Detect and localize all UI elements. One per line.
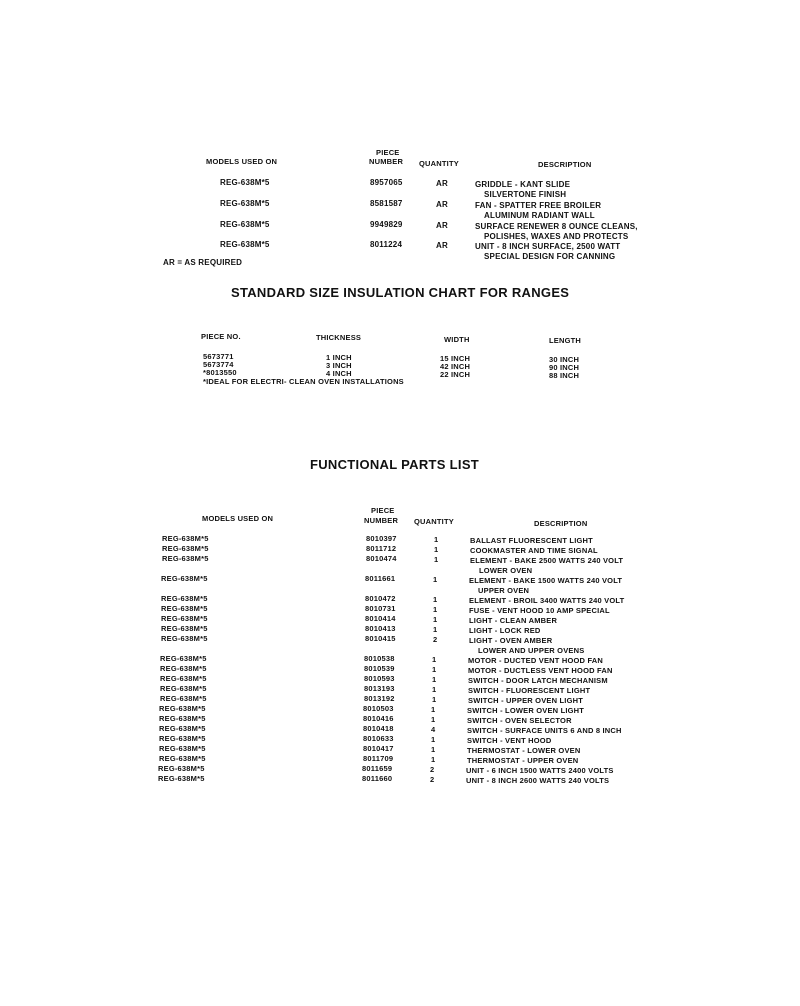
- fn-model-cell: REG-638M*5: [160, 674, 207, 683]
- ins-length-cell: 88 INCH: [549, 371, 580, 380]
- acc-qty-cell: AR: [436, 179, 448, 188]
- ins-thickness-cell: 4 INCH: [326, 369, 352, 378]
- acc-desc-line: ALUMINUM RADIANT WALL: [484, 211, 595, 220]
- fn-qty-cell: 1: [431, 735, 436, 744]
- fn-qty-cell: 1: [434, 535, 439, 544]
- acc-header-quantity: QUANTITY: [419, 159, 459, 168]
- fn-model-cell: REG-638M*5: [162, 544, 209, 553]
- fn-model-cell: REG-638M*5: [160, 654, 207, 663]
- fn-desc-line: UNIT - 8 INCH 2600 WATTS 240 VOLTS: [466, 776, 610, 785]
- fn-model-cell: REG-638M*5: [159, 714, 206, 723]
- acc-header-description: DESCRIPTION: [538, 160, 592, 169]
- fn-desc-line: SWITCH - FLUORESCENT LIGHT: [468, 686, 591, 695]
- ins-length-cell: 90 INCH: [549, 363, 580, 372]
- fn-piece-cell: 8011661: [365, 574, 396, 583]
- fn-desc-line: UPPER OVEN: [478, 586, 530, 595]
- acc-qty-cell: AR: [436, 200, 448, 209]
- ins-piece-cell: *8013550: [203, 368, 237, 377]
- fn-piece-cell: 8013193: [364, 684, 395, 693]
- insulation-note: *IDEAL FOR ELECTRI- CLEAN OVEN INSTALLATIONS: [203, 377, 404, 386]
- fn-piece-cell: 8010539: [364, 664, 395, 673]
- fn-model-cell: REG-638M*5: [160, 664, 207, 673]
- fn-qty-cell: 4: [431, 725, 436, 734]
- ins-header-length: LENGTH: [549, 336, 582, 345]
- ins-piece-cell: 5673774: [203, 360, 234, 369]
- fn-piece-cell: 8010417: [363, 744, 394, 753]
- fn-qty-cell: 2: [433, 635, 438, 644]
- fn-piece-cell: 8010472: [365, 594, 396, 603]
- fn-piece-cell: 8010416: [363, 714, 394, 723]
- fn-model-cell: REG-638M*5: [161, 594, 208, 603]
- fn-model-cell: REG-638M*5: [161, 614, 208, 623]
- fn-desc-line: SWITCH - OVEN SELECTOR: [467, 716, 572, 725]
- fn-piece-cell: 8010538: [364, 654, 395, 663]
- ins-header-piece: PIECE NO.: [201, 332, 241, 341]
- fn-piece-cell: 8011659: [362, 764, 393, 773]
- fn-model-cell: REG-638M*5: [160, 694, 207, 703]
- acc-header-piece-top: PIECE: [376, 148, 400, 157]
- fn-qty-cell: 1: [431, 705, 436, 714]
- fn-header-models: MODELS USED ON: [202, 514, 274, 523]
- acc-piece-cell: 8957065: [370, 178, 403, 187]
- fn-desc-line: ELEMENT - BROIL 3400 WATTS 240 VOLT: [469, 596, 625, 605]
- fn-piece-cell: 8010503: [363, 704, 394, 713]
- fn-header-piece-top: PIECE: [371, 506, 395, 515]
- acc-note: AR = AS REQUIRED: [163, 258, 243, 267]
- acc-desc-line: UNIT - 8 INCH SURFACE, 2500 WATT: [475, 242, 621, 251]
- fn-qty-cell: 1: [432, 675, 437, 684]
- fn-model-cell: REG-638M*5: [159, 704, 206, 713]
- fn-piece-cell: 8010418: [363, 724, 394, 733]
- fn-model-cell: REG-638M*5: [161, 604, 208, 613]
- fn-qty-cell: 1: [431, 755, 436, 764]
- fn-piece-cell: 8010397: [366, 534, 397, 543]
- fn-model-cell: REG-638M*5: [158, 764, 205, 773]
- fn-qty-cell: 2: [430, 765, 435, 774]
- fn-model-cell: REG-638M*5: [161, 634, 208, 643]
- fn-qty-cell: 2: [430, 775, 435, 784]
- fn-model-cell: REG-638M*5: [162, 534, 209, 543]
- fn-header-piece-bottom: NUMBER: [364, 516, 399, 525]
- fn-qty-cell: 1: [432, 685, 437, 694]
- ins-piece-cell: 5673771: [203, 352, 234, 361]
- fn-model-cell: REG-638M*5: [162, 554, 209, 563]
- fn-desc-line: FUSE - VENT HOOD 10 AMP SPECIAL: [469, 606, 610, 615]
- fn-desc-line: BALLAST FLUORESCENT LIGHT: [470, 536, 593, 545]
- fn-header-quantity: QUANTITY: [414, 517, 454, 526]
- fn-model-cell: REG-638M*5: [158, 774, 205, 783]
- fn-qty-cell: 1: [431, 745, 436, 754]
- fn-qty-cell: 1: [432, 695, 437, 704]
- acc-desc-line: SURFACE RENEWER 8 OUNCE CLEANS,: [475, 222, 638, 231]
- fn-piece-cell: 8010414: [365, 614, 396, 623]
- fn-desc-line: THERMOSTAT - LOWER OVEN: [467, 746, 581, 755]
- acc-desc-line: POLISHES, WAXES AND PROTECTS: [484, 232, 629, 241]
- fn-model-cell: REG-638M*5: [159, 754, 206, 763]
- fn-piece-cell: 8010731: [365, 604, 396, 613]
- ins-thickness-cell: 1 INCH: [326, 353, 352, 362]
- fn-model-cell: REG-638M*5: [159, 724, 206, 733]
- fn-model-cell: REG-638M*5: [160, 684, 207, 693]
- fn-desc-line: LIGHT - LOCK RED: [469, 626, 541, 635]
- fn-qty-cell: 1: [434, 545, 439, 554]
- acc-model-cell: REG-638M*5: [220, 220, 270, 229]
- fn-piece-cell: 8010593: [364, 674, 395, 683]
- fn-qty-cell: 1: [432, 665, 437, 674]
- ins-thickness-cell: 3 INCH: [326, 361, 352, 370]
- ins-length-cell: 30 INCH: [549, 355, 580, 364]
- fn-piece-cell: 8010633: [363, 734, 394, 743]
- acc-model-cell: REG-638M*5: [220, 178, 270, 187]
- fn-desc-line: ELEMENT - BAKE 1500 WATTS 240 VOLT: [469, 576, 623, 585]
- fn-piece-cell: 8013192: [364, 694, 395, 703]
- ins-header-thickness: THICKNESS: [316, 333, 362, 342]
- acc-piece-cell: 8011224: [370, 240, 403, 249]
- fn-piece-cell: 8011712: [366, 544, 397, 553]
- fn-piece-cell: 8010413: [365, 624, 396, 633]
- fn-desc-line: SWITCH - UPPER OVEN LIGHT: [468, 696, 584, 705]
- ins-header-width: WIDTH: [444, 335, 470, 344]
- acc-header-models: MODELS USED ON: [206, 157, 278, 166]
- acc-desc-line: SILVERTONE FINISH: [484, 190, 567, 199]
- fn-qty-cell: 1: [433, 595, 438, 604]
- fn-header-description: DESCRIPTION: [534, 519, 588, 528]
- acc-desc-line: SPECIAL DESIGN FOR CANNING: [484, 252, 616, 261]
- fn-qty-cell: 1: [434, 555, 439, 564]
- fn-desc-line: MOTOR - DUCTLESS VENT HOOD FAN: [468, 666, 613, 675]
- fn-piece-cell: 8010415: [365, 634, 396, 643]
- fn-qty-cell: 1: [433, 625, 438, 634]
- ins-width-cell: 42 INCH: [440, 362, 471, 371]
- fn-desc-line: LIGHT - OVEN AMBER: [469, 636, 553, 645]
- fn-qty-cell: 1: [433, 605, 438, 614]
- fn-desc-line: SWITCH - LOWER OVEN LIGHT: [467, 706, 585, 715]
- acc-model-cell: REG-638M*5: [220, 240, 270, 249]
- fn-desc-line: LIGHT - CLEAN AMBER: [469, 616, 558, 625]
- fn-model-cell: REG-638M*5: [159, 734, 206, 743]
- fn-piece-cell: 8011660: [362, 774, 393, 783]
- ins-width-cell: 22 INCH: [440, 370, 471, 379]
- acc-model-cell: REG-638M*5: [220, 199, 270, 208]
- fn-model-cell: REG-638M*5: [161, 624, 208, 633]
- fn-desc-line: MOTOR - DUCTED VENT HOOD FAN: [468, 656, 604, 665]
- fn-piece-cell: 8011709: [363, 754, 394, 763]
- fn-desc-line: UNIT - 6 INCH 1500 WATTS 2400 VOLTS: [466, 766, 614, 775]
- fn-desc-line: COOKMASTER AND TIME SIGNAL: [470, 546, 598, 555]
- fn-desc-line: SWITCH - SURFACE UNITS 6 AND 8 INCH: [467, 726, 622, 735]
- acc-piece-cell: 9949829: [370, 220, 403, 229]
- fn-qty-cell: 1: [432, 655, 437, 664]
- insulation-title: STANDARD SIZE INSULATION CHART FOR RANGES: [231, 285, 570, 300]
- fn-qty-cell: 1: [433, 575, 438, 584]
- acc-piece-cell: 8581587: [370, 199, 403, 208]
- acc-header-piece-bottom: NUMBER: [369, 157, 404, 166]
- ins-width-cell: 15 INCH: [440, 354, 471, 363]
- fn-desc-line: LOWER OVEN: [479, 566, 533, 575]
- acc-qty-cell: AR: [436, 241, 448, 250]
- acc-qty-cell: AR: [436, 221, 448, 230]
- fn-model-cell: REG-638M*5: [161, 574, 208, 583]
- fn-desc-line: LOWER AND UPPER OVENS: [478, 646, 585, 655]
- fn-desc-line: SWITCH - VENT HOOD: [467, 736, 552, 745]
- acc-desc-line: GRIDDLE - KANT SLIDE: [475, 180, 571, 189]
- fn-qty-cell: 1: [431, 715, 436, 724]
- fn-desc-line: THERMOSTAT - UPPER OVEN: [467, 756, 579, 765]
- fn-model-cell: REG-638M*5: [159, 744, 206, 753]
- fn-piece-cell: 8010474: [366, 554, 397, 563]
- functional-title: FUNCTIONAL PARTS LIST: [310, 457, 480, 472]
- fn-desc-line: SWITCH - DOOR LATCH MECHANISM: [468, 676, 608, 685]
- fn-qty-cell: 1: [433, 615, 438, 624]
- acc-desc-line: FAN - SPATTER FREE BROILER: [475, 201, 602, 210]
- fn-desc-line: ELEMENT - BAKE 2500 WATTS 240 VOLT: [470, 556, 624, 565]
